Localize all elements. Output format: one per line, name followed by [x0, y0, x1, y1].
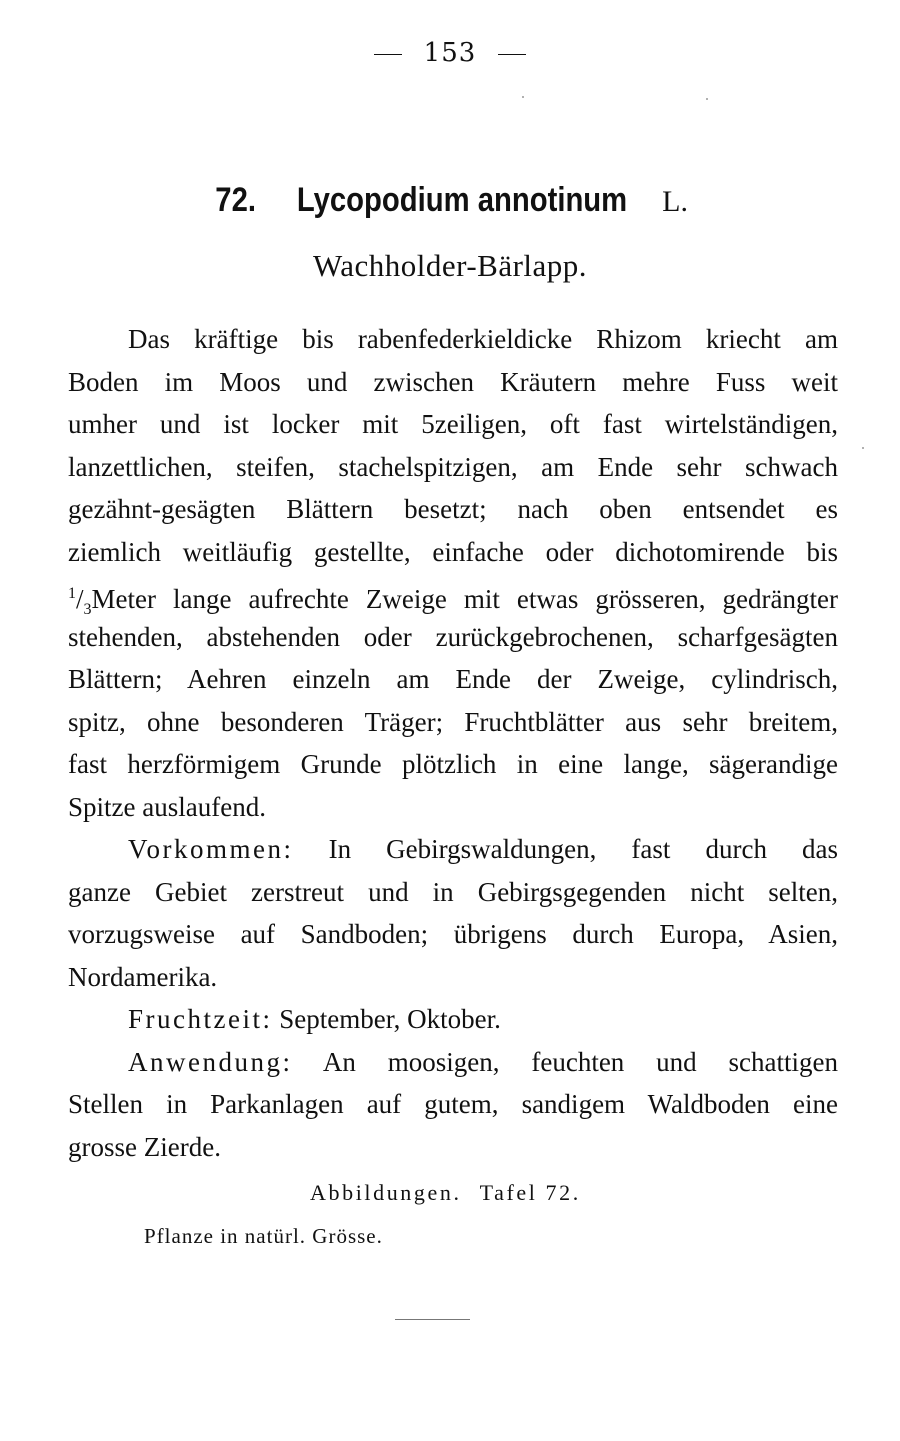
- description-block: [68, 318, 838, 1168]
- dash-right: [498, 54, 526, 55]
- fraction: $^1/_3$: [68, 584, 92, 618]
- figures-plate: Tafel 72.: [479, 1180, 581, 1205]
- description-line: stehenden, abstehenden oder zurückgebrochenen, scharfgesägten: [68, 621, 838, 652]
- anwendung-text: An moosigen, feuchten und schattigen: [322, 1046, 839, 1077]
- vorkommen-text: In Gebirgswaldungen, fast durch das: [328, 834, 839, 864]
- scan-speck: [522, 96, 524, 98]
- vorkommen-line: [68, 828, 838, 871]
- description-line: lanzettlichen, steifen, stachelspitzigen, am Ende sehr schwach: [68, 451, 838, 482]
- description-line: gezähnt-gesägten Blättern besetzt; nach oben entsendet es: [68, 494, 838, 524]
- description-line: Blättern; Aehren einzeln am Ende der Zweige, cylindrisch,: [68, 664, 838, 694]
- description-line: umher und ist locker mit 5zeiligen, oft fast wirtelständigen,: [68, 409, 838, 439]
- common-name: Wachholder-Bärlapp.: [312, 248, 588, 283]
- figures-reference: [310, 1180, 581, 1206]
- divider-rule: [395, 1319, 470, 1320]
- description-line: Spitze auslaufend.: [68, 791, 266, 822]
- anwendung-line: [68, 1041, 838, 1084]
- species-name: Lycopodium annotinum: [296, 181, 628, 219]
- vorkommen-line: ganze Gebiet zerstreut und in Gebirgsgegenden nicht selten,: [68, 876, 838, 907]
- description-line: spitz, ohne besonderen Träger; Fruchtblätter aus sehr breitem,: [68, 706, 838, 737]
- species-number: 72.: [215, 181, 256, 219]
- dash-left: [374, 54, 402, 55]
- fraction-denominator: 3: [83, 601, 92, 618]
- figures-label: Abbildungen.: [310, 1180, 462, 1205]
- fraction-numerator: 1: [68, 585, 76, 602]
- description-line: Boden im Moos und zwischen Kräutern mehre Fuss weit: [68, 366, 838, 397]
- description-line: Das kräftige bis rabenfederkieldicke Rhizom kriecht am: [128, 324, 838, 354]
- fruchtzeit-text: September, Oktober.: [279, 1004, 501, 1034]
- description-line-fraction: [68, 573, 838, 616]
- vorkommen-line: Nordamerika.: [68, 961, 218, 992]
- anwendung-line: grosse Zierde.: [68, 1131, 221, 1162]
- scan-speck: [862, 447, 864, 449]
- fruchtzeit-line: [68, 998, 838, 1041]
- page-number: [0, 38, 900, 68]
- fruchtzeit-label: Fruchtzeit:: [128, 1004, 273, 1034]
- description-text: Meter lange aufrechte Zweige mit etwas grösseren, gedrängter: [91, 584, 838, 614]
- description-line: fast herzförmigem Grunde plötzlich in eine lange, sägerandige: [68, 749, 838, 779]
- vorkommen-label: Vorkommen:: [128, 834, 294, 864]
- description-line: ziemlich weitläufig gestellte, einfache oder dichotomirende bis: [68, 536, 838, 567]
- anwendung-line: Stellen in Parkanlagen auf gutem, sandigem Waldboden eine: [68, 1089, 838, 1119]
- scan-speck: [706, 98, 708, 100]
- vorkommen-line: vorzugsweise auf Sandboden; übrigens durch Europa, Asien,: [68, 919, 838, 949]
- page-number-text: 153: [423, 38, 477, 68]
- figure-caption: Pflanze in natürl. Grösse.: [144, 1224, 383, 1248]
- species-title: [0, 180, 900, 220]
- species-author: L.: [662, 185, 688, 218]
- anwendung-label: Anwendung:: [128, 1046, 293, 1077]
